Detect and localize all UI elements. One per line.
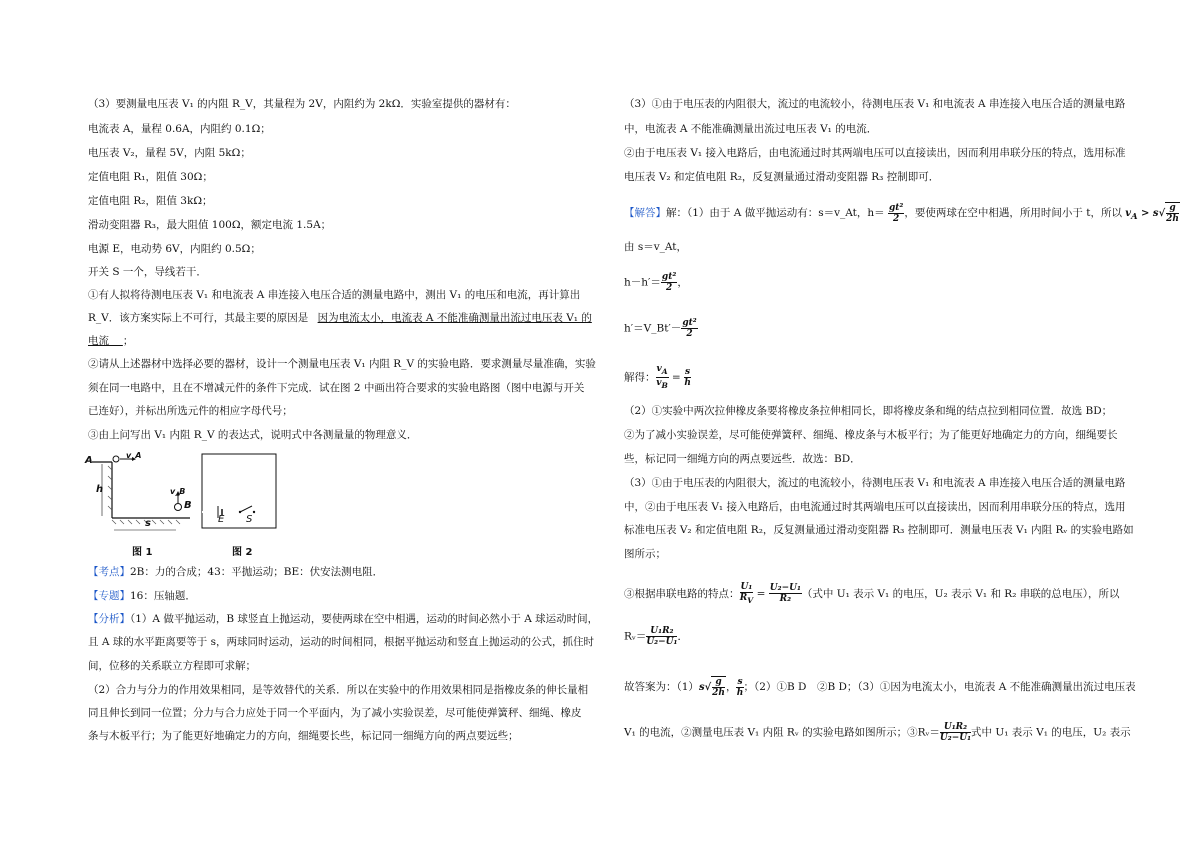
series-explain: （式中 U₁ 表示 V₁ 的电压，U₂ 表示 V₁ 和 R₂ 串联的总电压），所以 <box>801 587 1120 600</box>
r-line-4: 电压表 V₂ 和定值电阻 R₂，反复测量通过滑动变阻器 R₃ 控制即可． <box>624 171 940 183</box>
equipment-voltmeter-v2: 电压表 V₂，量程 5V，内阻 5kΩ； <box>88 147 251 159</box>
zhuanti-tag: 【专题】 <box>88 590 130 602</box>
line-s-vat: 由 s＝v_At， <box>624 241 688 253</box>
equipment-source: 电源 E，电动势 6V，内阻约 0.5Ω； <box>88 243 261 255</box>
answer-underline-1: 因为电流太小，电流表 A 不能准确测量出流过电压表 V₁ 的 <box>317 312 592 324</box>
figure-label-S: S <box>246 514 253 525</box>
fenxi-line-5: 同且伸长到同一位置；分力与合力应处于同一个平面内，为了减小实验误差，尽可能使弹簧秤、细绳、橡皮 <box>88 707 582 719</box>
last-line-suffix: 式中 U₁ 表示 V₁ 的电压，U₂ 表示 <box>971 726 1131 739</box>
line-h-minus-h: h－h′＝ $\frac{\text{gt²}}{2}$ ， <box>624 272 688 293</box>
last-line <box>624 722 1131 743</box>
jieda-text-1: 解：（1）由于 A 做平抛运动有：s＝v_At，h＝ <box>666 207 885 219</box>
figure-label-A: A <box>85 455 93 466</box>
sqrt-g-2h: √ $\frac{g}{2h}$ <box>1158 203 1179 224</box>
jieda-line <box>624 202 1180 224</box>
sub-question-1-reason: R_V．该方案实际上不可行，其最主要的原因是 <box>88 312 309 324</box>
last-line-prefix: V₁ 的电流，②测量电压表 V₁ 内阻 Rᵥ 的实验电路如图所示；③Rᵥ＝ <box>624 726 940 739</box>
formula-u2-u1-over-r2: $\frac{\text{U₂−U₁}}{\text{R₂}}$ <box>769 583 801 605</box>
formula-rv: $\frac{\text{U₁R₂}}{\text{U₂−U₁}}$ <box>646 626 678 647</box>
sub-question-1-cont <box>88 311 592 325</box>
h-prime-label: h′＝V_Bt′－ <box>624 322 682 335</box>
fenxi-line-2: 且 A 球的水平距离要等于 s，两球同时运动，运动的时间相同，根据平抛运动和竖直上抛运动的公式，抓住时 <box>88 636 594 648</box>
sub-question-2: ②请从上述器材中选择必要的器材，设计一个测量电压表 V₁ 内阻 R_V 的实验电路．要求测量尽量准确，实验 <box>88 358 596 370</box>
figure-label-B: B <box>184 500 192 511</box>
figure-label-E: E <box>218 514 225 525</box>
r-mid-7: 图所示； <box>624 548 666 560</box>
answer-prefix: 故答案为：（1） <box>624 681 699 693</box>
line-jiede: 解得： $\frac{v_A}{v_B}$ = $\frac{s}{h}$ <box>624 364 691 390</box>
equipment-switch: 开关 S 一个，导线若干． <box>88 266 207 278</box>
h-minus-h-label: h－h′＝ <box>624 276 661 289</box>
line-h-prime <box>624 318 698 339</box>
answer-underline-2-line: 电流 ； <box>88 335 134 347</box>
figure-1-caption: 图 1 <box>132 547 153 558</box>
fenxi-line-4: （2）合力与分力的作用效果相同，是等效替代的关系．所以在实验中的作用效果相同是指橡皮条的伸长量相 <box>88 684 589 696</box>
answer-underline-2: 电流 <box>88 335 109 347</box>
sub-question-3: ③由上问写出 V₁ 内阻 R_V 的表达式，说明式中各测量量的物理意义． <box>88 429 418 441</box>
figure-label-s: s <box>145 518 151 529</box>
kaodian-line <box>88 565 383 579</box>
fenxi-line-1 <box>88 612 598 626</box>
formula-gt2-over-2: $\frac{\text{gt²}}{2}$ <box>888 202 904 224</box>
sub-question-2-cont: 须在同一电路中，且在不增减元件的条件下完成．试在图 2 中画出符合要求的实验电路图（图中电源与开关 <box>88 382 585 394</box>
formula-va-over-vb: $\frac{v_A}{v_B}$ <box>656 364 668 390</box>
figure-label-vA: v_A <box>126 451 142 460</box>
r-mid-3: 些，标记同一细绳方向的两点要远些．故选：BD． <box>624 453 861 465</box>
figure-2-diagram <box>200 452 280 532</box>
rv-label: Rᵥ＝ <box>624 630 647 643</box>
formula-rv-final: $\frac{\text{U₁R₂}}{\text{U₂−U₁}}$ <box>939 722 972 743</box>
figure-2-caption: 图 2 <box>232 547 253 558</box>
equipment-ammeter: 电流表 A，量程 0.6A，内阻约 0.1Ω； <box>88 123 271 135</box>
fenxi-line-6: 条与木板平行；为了能更好地确定力的方向，细绳要长些，标记同一细绳方向的两点要远些； <box>88 730 519 742</box>
series-label: ③根据串联电路的特点： <box>624 587 740 600</box>
figure-label-vB: v_B <box>170 487 186 496</box>
equipment-r2: 定值电阻 R₂，阻值 3kΩ； <box>88 195 213 207</box>
r-mid-2: ②为了减小实验误差，尽可能使弹簧秤、细绳、橡皮条与木板平行；为了能更好地确定力的方向，细绳要长 <box>624 429 1118 441</box>
r-line-1: （3）①由于电压表的内阻很大，流过的电流较小，待测电压表 V₁ 和电流表 A 串连接入电压合适的测量电路 <box>624 98 1126 110</box>
question-3-intro: （3）要测量电压表 V₁ 的内阻 R_V，其量程为 2V，内阻约为 2kΩ．实验室提供的器材有： <box>88 98 516 110</box>
jieda-tag: 【解答】 <box>624 207 666 219</box>
jiede-label: 解得： <box>624 371 656 384</box>
line-series: ③根据串联电路的特点： $\frac{\text{U₁}}{R_V}$ = $\frac{\text{U₂−U₁}}{\text{R₂}}$ （式中 U₁ 表示 V₁ 的电压，U₂ 表示 V₁ 和 R₂ 串联的总电压），所以 <box>624 582 1120 605</box>
zhuanti-line <box>88 589 196 603</box>
fenxi-tag: 【分析】 <box>88 613 130 625</box>
zhuanti-text: 16：压轴题． <box>130 590 196 602</box>
formula-s-over-h: $\frac{s}{h}$ <box>684 366 691 388</box>
r-line-2: 中，电流表 A 不能准确测量出流过电压表 V₁ 的电流． <box>624 123 878 135</box>
equipment-r1: 定值电阻 R₁，阻值 30Ω； <box>88 171 213 183</box>
formula-u1-over-rv: $\frac{\text{U₁}}{R_V}$ <box>739 582 754 605</box>
answer-line: 故答案为：（1）s√ $\frac{g}{2h}$ ， $\frac{s}{h}$ ；（2）①B D ②B D；（3）①因为电流太小，电流表 A 不能准确测量出流过电压表 <box>624 676 1136 698</box>
r-mid-1: （2）①实验中两次拉伸橡皮条要将橡皮条拉伸相同长，即将橡皮条和绳的结点拉到相同位置．故选 BD； <box>624 405 1113 417</box>
figure-label-h: h <box>96 484 104 495</box>
jieda-text-2: ，要使两球在空中相遇，所用时间小于 t，所以 <box>904 207 1122 219</box>
r-mid-4: （3）①由于电压表的内阻很大，流过的电流较小，待测电压表 V₁ 和电流表 A 串连接入电压合适的测量电路 <box>624 477 1126 489</box>
formula-va-gt-s-sqrt: $v_A > s$ <box>1125 208 1159 221</box>
r-mid-6: 标准电压表 V₂ 和定值电阻 R₂，反复测量通过滑动变阻器 R₃ 控制即可．测量电压表 V₁ 内阻 Rᵥ 的实验电路如 <box>624 524 1134 536</box>
formula-s-over-h-answer: $\frac{s}{h}$ <box>736 676 744 698</box>
answer-rest: ；（2）①B D ②B D；（3）①因为电流太小，电流表 A 不能准确测量出流过电压表 <box>743 681 1136 693</box>
formula-gt2-over-2c: $\frac{\text{gt²}}{2}$ <box>682 318 697 339</box>
sub-question-1: ①有人拟将待测电压表 V₁ 和电流表 A 串连接入电压合适的测量电路中，测出 V₁ 的电压和电流，再计算出 <box>88 289 581 301</box>
line-rv: Rᵥ＝ $\frac{\text{U₁R₂}}{\text{U₂−U₁}}$ ． <box>624 626 688 647</box>
sub-question-2-end: 已连好），并标出所选元件的相应字母代号； <box>88 405 293 417</box>
kaodian-text: 2B：力的合成；43：平抛运动；BE：伏安法测电阻． <box>130 566 384 578</box>
fenxi-text-1: （1）A 做平抛运动，B 球竖直上抛运动，要使两球在空中相遇，运动的时间必然小于 A 球运动时间， <box>130 613 599 625</box>
equipment-r3: 滑动变阻器 R₃，最大阻值 100Ω，额定电流 1.5A； <box>88 219 332 231</box>
r-line-3: ②由于电压表 V₁ 接入电路后，由电流通过时其两端电压可以直接读出，因而利用串联分压的特点，选用标准 <box>624 147 1126 159</box>
r-mid-5: 中，②由于电压表 V₁ 接入电路后，由电流通过时其两端电压可以直接读出，因而利用串联分压的特点，选用 <box>624 501 1126 513</box>
kaodian-tag: 【考点】 <box>88 566 130 578</box>
formula-gt2-over-2b: $\frac{\text{gt²}}{2}$ <box>661 272 677 293</box>
fenxi-line-3: 间，位移的关系联立方程即可求解； <box>88 660 256 672</box>
sqrt-g-2h-answer: √ $\frac{g}{2h}$ <box>704 677 725 698</box>
